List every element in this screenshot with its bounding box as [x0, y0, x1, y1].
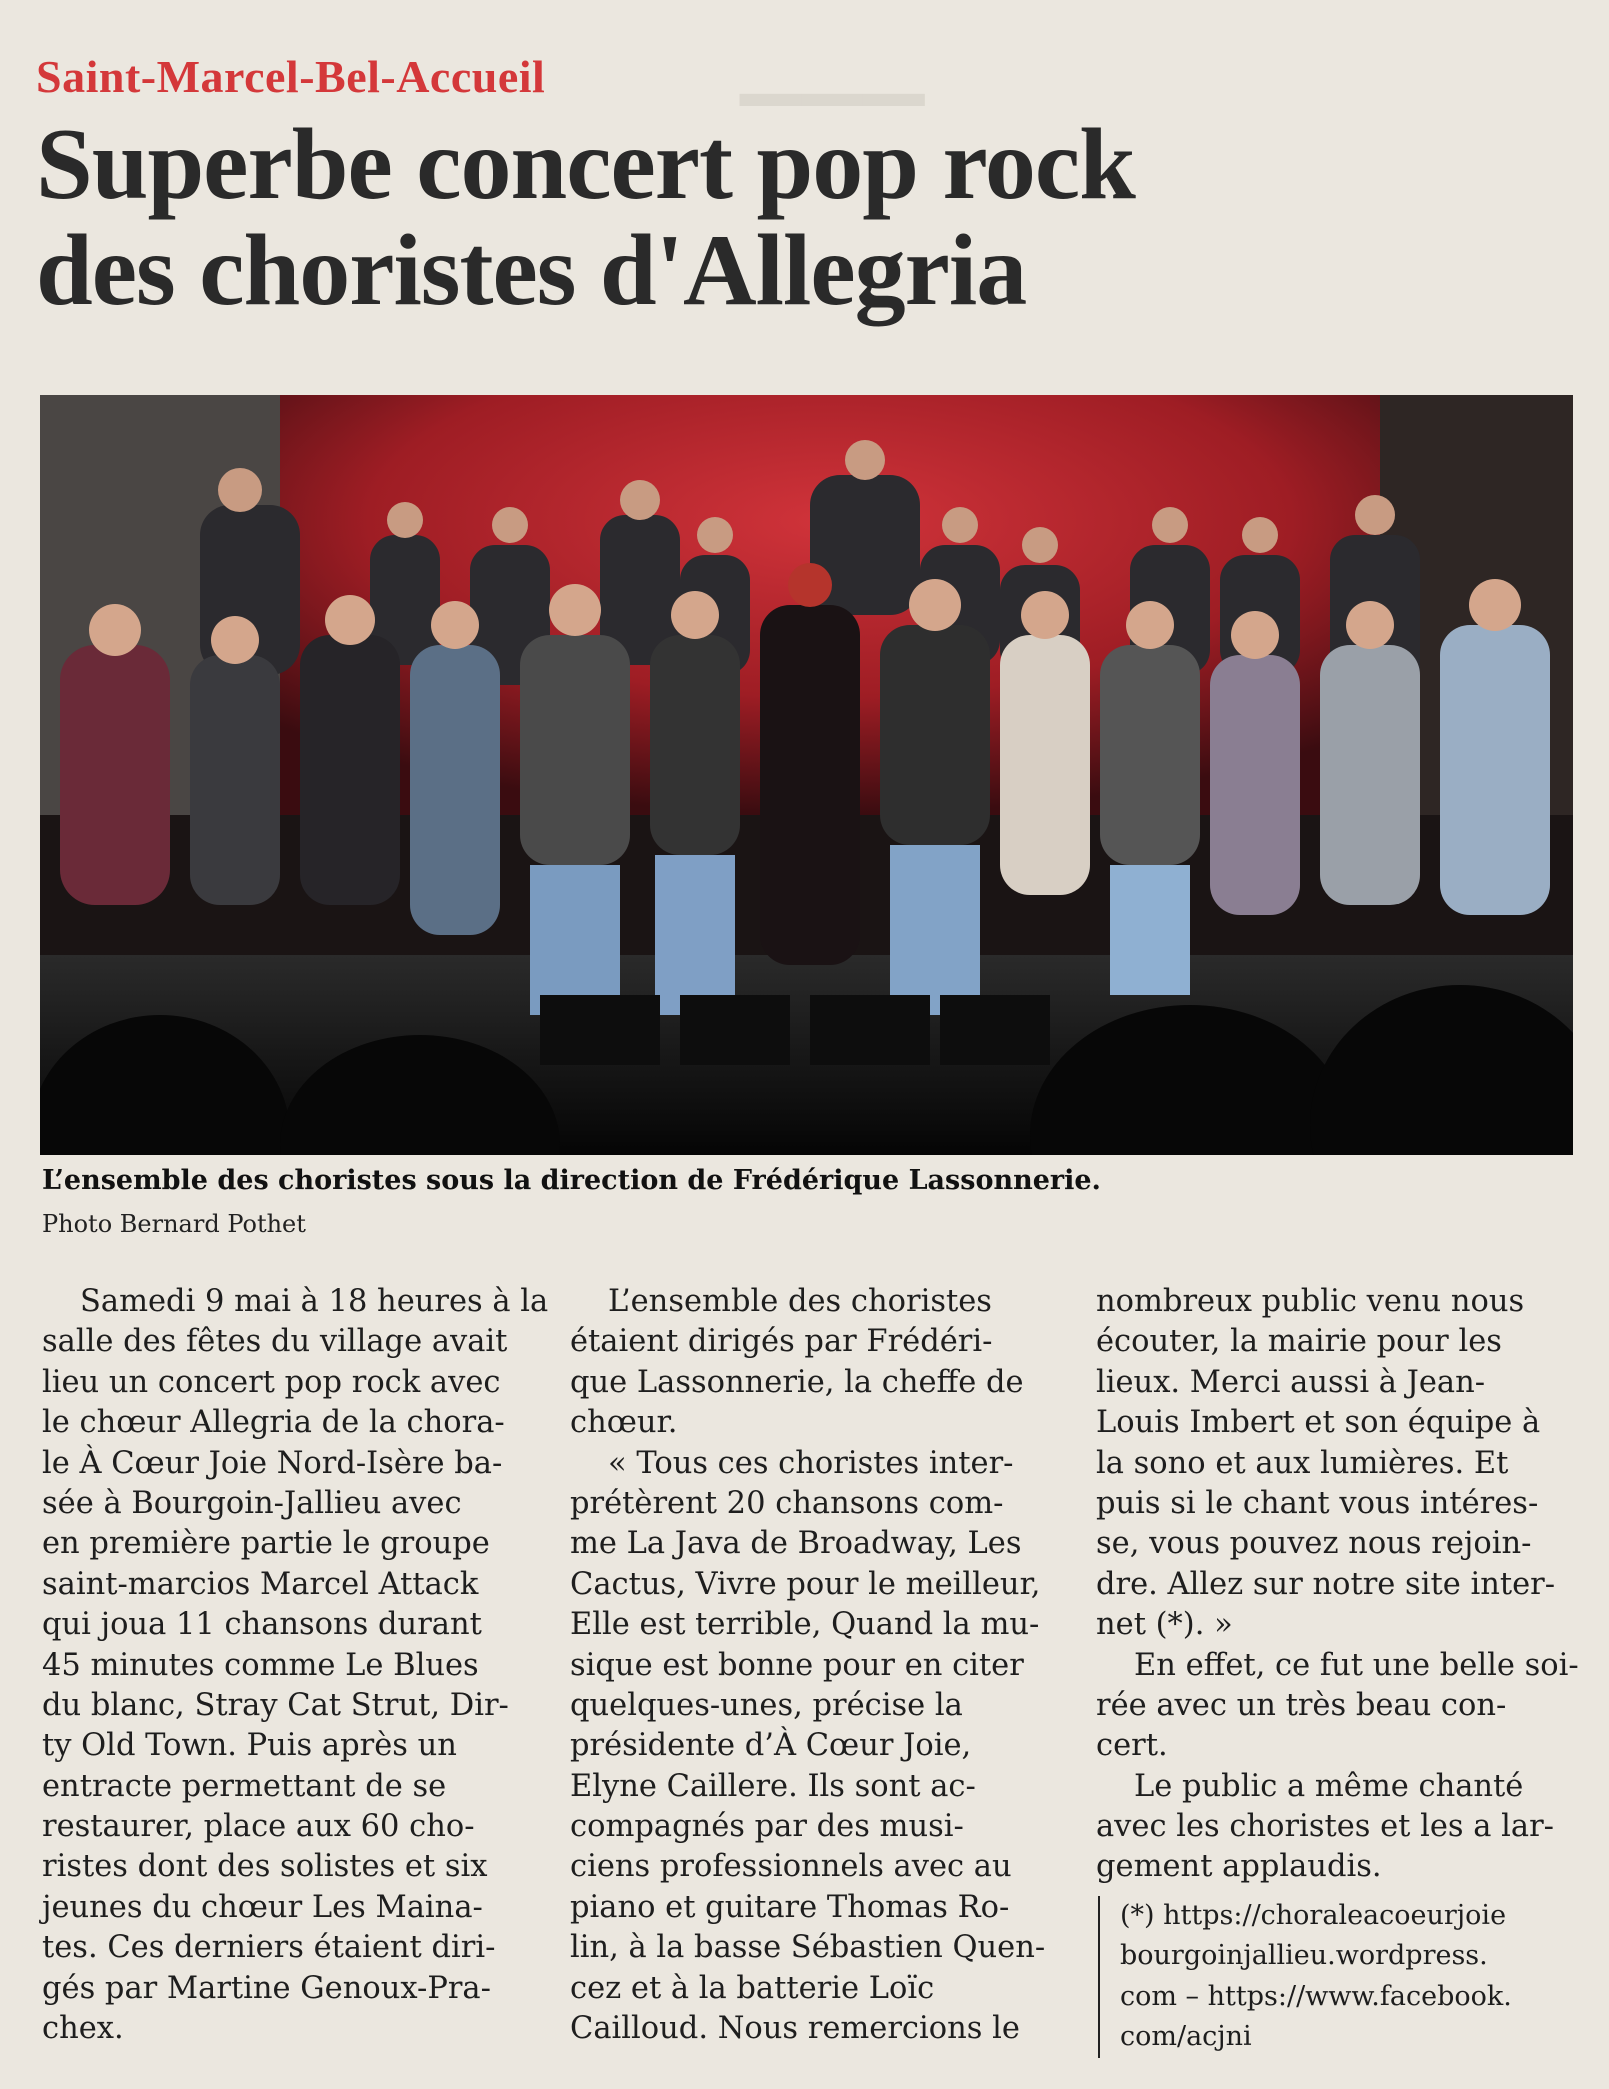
text-line: avec les choristes et les a lar- — [1096, 1809, 1554, 1845]
text-line: du blanc, Stray Cat Strut, Dir- — [42, 1687, 509, 1723]
text-line: ristes dont des solistes et six — [42, 1849, 488, 1885]
text-line: gement applaudis. — [1096, 1849, 1382, 1885]
text-line: Cactus, Vivre pour le meilleur, — [570, 1566, 1041, 1602]
text-line: entracte permettant de se — [42, 1768, 447, 1804]
text-line: Cailloud. Nous remercions le — [570, 2011, 1020, 2047]
text-line: 45 minutes comme Le Blues — [42, 1647, 479, 1683]
text-line: lieu un concert pop rock avec — [42, 1364, 501, 1400]
text-line: tes. Ces derniers étaient diri- — [42, 1930, 496, 1966]
website-footnote — [1098, 1896, 1590, 2058]
text-line: En effet, ce fut une belle soi- — [1134, 1647, 1579, 1683]
text-line: qui joua 11 chansons durant — [42, 1607, 482, 1643]
text-line: étaient dirigés par Frédéri- — [570, 1324, 993, 1360]
text-line: restaurer, place aux 60 cho- — [42, 1809, 475, 1845]
text-line: saint-marcios Marcel Attack — [42, 1566, 479, 1602]
text-line: sique est bonne pour en citer — [570, 1647, 1024, 1683]
text-line: L’ensemble des choristes — [608, 1284, 992, 1319]
text-line: présidente d’À Cœur Joie, — [570, 1728, 972, 1764]
headline-line-1: Superbe concert pop rock — [36, 108, 1135, 221]
footnote-line: bourgoinjallieu.wordpress. — [1120, 1940, 1488, 1972]
text-line: net (*). » — [1096, 1607, 1233, 1643]
text-line: ty Old Town. Puis après un — [42, 1728, 457, 1764]
text-line: Elle est terrible, Quand la mu- — [570, 1607, 1040, 1643]
text-line: en première partie le groupe — [42, 1526, 490, 1562]
text-line: lin, à la basse Sébastien Quen- — [570, 1930, 1046, 1966]
text-line: rée avec un très beau con- — [1096, 1687, 1507, 1723]
text-line: se, vous pouvez nous rejoin- — [1096, 1526, 1532, 1562]
text-line: Louis Imbert et son équipe à — [1096, 1405, 1541, 1441]
text-line: la sono et aux lumières. Et — [1096, 1445, 1509, 1481]
text-line: le chœur Allegria de la chora- — [42, 1405, 505, 1441]
text-line: chœur. — [570, 1405, 678, 1441]
text-line: quelques-unes, précise la — [570, 1687, 963, 1723]
choir-photo-illustration — [40, 395, 1573, 1155]
text-line: prétèrent 20 chansons com- — [570, 1485, 1004, 1521]
text-line: « Tous ces choristes inter- — [608, 1445, 1014, 1481]
footnote-line: com – https://www.facebook. — [1120, 1980, 1512, 2012]
footnote-line: com/acjni — [1120, 2021, 1252, 2053]
photo-credit: Photo Bernard Pothet — [42, 1210, 306, 1238]
footnote-line: (*) https://choraleacoeurjoie — [1120, 1900, 1507, 1931]
text-line: cez et à la batterie Loïc — [570, 1970, 935, 2006]
bleed-through-text: ▂▂▂▂▂▂ — [740, 60, 925, 106]
article-kicker: Saint-Marcel-Bel-Accueil — [36, 51, 546, 102]
text-line: sée à Bourgoin-Jallieu avec — [42, 1485, 462, 1521]
text-line: Elyne Caillere. Ils sont ac- — [570, 1768, 976, 1804]
text-line: écouter, la mairie pour les — [1096, 1324, 1502, 1360]
article-column-3 — [1096, 1282, 1586, 1888]
text-line: puis si le chant vous intéres- — [1096, 1485, 1539, 1521]
text-line: dre. Allez sur notre site inter- — [1096, 1566, 1556, 1602]
text-line: que Lassonnerie, la cheffe de — [570, 1364, 1024, 1400]
headline-line-2: des choristes d'Allegria — [36, 214, 1027, 327]
text-line: Le public a même chanté — [1134, 1768, 1524, 1804]
text-line: compagnés par des musi- — [570, 1809, 964, 1845]
article-column-1 — [42, 1282, 549, 2049]
text-line: le À Cœur Joie Nord-Isère ba- — [42, 1445, 503, 1481]
text-line: chex. — [42, 2011, 124, 2047]
photo-caption: L’ensemble des choristes sous la direction de Frédérique Lassonnerie. — [42, 1165, 1101, 1196]
text-line: gés par Martine Genoux-Pra- — [42, 1970, 491, 2006]
text-line: cert. — [1096, 1728, 1168, 1764]
text-line: salle des fêtes du village avait — [42, 1324, 508, 1360]
article-column-2 — [570, 1282, 1060, 2049]
text-line: lieux. Merci aussi à Jean- — [1096, 1364, 1486, 1400]
choir-photo — [40, 395, 1573, 1155]
article-headline — [36, 108, 1276, 327]
text-line: me La Java de Broadway, Les — [570, 1526, 1022, 1562]
text-line: Samedi 9 mai à 18 heures à la — [80, 1284, 549, 1319]
text-line: piano et guitare Thomas Ro- — [570, 1889, 1010, 1925]
text-line: jeunes du chœur Les Maina- — [42, 1889, 483, 1925]
text-line: ciens professionnels avec au — [570, 1849, 1012, 1885]
text-line: nombreux public venu nous — [1096, 1284, 1525, 1319]
